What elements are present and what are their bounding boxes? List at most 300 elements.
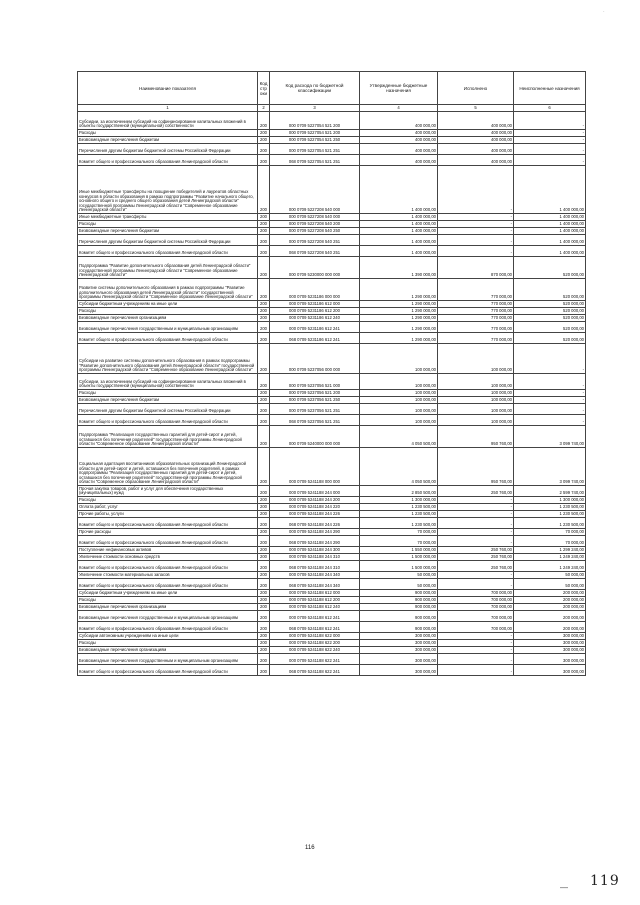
table-row (78, 654, 586, 665)
row-unexecuted: - (514, 144, 586, 155)
row-executed: 870 000,00 (438, 257, 514, 279)
row-indicator-name: Субсидии, за исключением субсидий на софинансирование капитальных вложений в объекты государственной (муниципальной) собственности (78, 374, 258, 390)
row-executed: - (438, 504, 514, 511)
row-indicator-name: Субсидии автономным учреждениям на иные цели (78, 633, 258, 640)
column-number: 5 (438, 105, 514, 112)
row-executed: 770 000,00 (438, 301, 514, 308)
row-executed: - (438, 221, 514, 228)
row-indicator-name: Расходы (78, 640, 258, 647)
row-unexecuted: 1 230 500,00 (514, 518, 586, 529)
row-approved: 1 300 000,00 (360, 497, 438, 504)
row-indicator-name: Комитет общего и профессионального образования Ленинградской области (78, 518, 258, 529)
row-unexecuted: 520 000,00 (514, 257, 586, 279)
row-indicator-name: Комитет общего и профессионального образования Ленинградской области (78, 579, 258, 590)
row-line-code: 200 (258, 155, 270, 166)
row-unexecuted: 520 000,00 (514, 333, 586, 344)
row-indicator-name: Перечисления другим бюджетам бюджетной системы Российской Федерации (78, 144, 258, 155)
table-row (78, 536, 586, 547)
row-approved: 1 290 000,00 (360, 279, 438, 301)
row-budget-code: 000 0709 5237056 521 250 (270, 397, 360, 404)
row-budget-code: 068 0709 5241188 622 241 (270, 665, 360, 676)
table-row (78, 344, 586, 374)
row-budget-code: 000 0709 5237056 000 000 (270, 344, 360, 374)
row-indicator-name: Прочие работы, услуги (78, 511, 258, 518)
row-executed: - (438, 640, 514, 647)
column-number: 6 (514, 105, 586, 112)
row-executed: - (438, 647, 514, 654)
row-executed: - (438, 214, 514, 221)
row-approved: 400 000,00 (360, 130, 438, 137)
row-indicator-name: Иные межбюджетные трансферты (78, 214, 258, 221)
row-unexecuted: 520 000,00 (514, 322, 586, 333)
header-unexecuted: Неисполненные назначения (514, 72, 586, 105)
row-budget-code: 000 0709 5230000 000 000 (270, 257, 360, 279)
row-executed: 400 000,00 (438, 137, 514, 144)
row-indicator-name: Развитие системы дополнительного образования в рамках подпрограммы "Развитие дополнительного образования детей Ленинградской области" государственной программы Ленинградской области "Современное образование Ленинградской области" (78, 279, 258, 301)
row-unexecuted: 520 000,00 (514, 315, 586, 322)
row-budget-code: 000 0709 5241188 622 240 (270, 647, 360, 654)
row-unexecuted: 300 000,00 (514, 654, 586, 665)
row-executed: - (438, 228, 514, 235)
row-line-code: 200 (258, 511, 270, 518)
row-line-code: 200 (258, 301, 270, 308)
table-row (78, 665, 586, 676)
table-row (78, 404, 586, 415)
table-row (78, 640, 586, 647)
row-approved: 400 000,00 (360, 155, 438, 166)
handwritten-page-number: 119 (590, 873, 620, 889)
table-row (78, 301, 586, 308)
row-executed: 100 000,00 (438, 404, 514, 415)
row-indicator-name: Подпрограмма "Развитие дополнительного образования детей Ленинградской области" государственной программы Ленинградской области "Современное образование Ленинградской области" (78, 257, 258, 279)
row-line-code: 200 (258, 597, 270, 604)
row-indicator-name: Субсидии на развитие системы дополнительного образования в рамках подпрограммы "Развитие дополнительного образования детей Ленинградской области" государственной программы Ленинградской области "Современное образование Ленинградской области" (78, 344, 258, 374)
header-budget-code: Код расхода по бюджетной классификации (270, 72, 360, 105)
row-line-code: 200 (258, 611, 270, 622)
row-approved: 300 000,00 (360, 640, 438, 647)
table-row (78, 497, 586, 504)
row-unexecuted: 200 000,00 (514, 622, 586, 633)
table-row (78, 397, 586, 404)
row-indicator-name: Безвозмездные перечисления организациям (78, 647, 258, 654)
table-row (78, 554, 586, 561)
row-executed: 700 000,00 (438, 604, 514, 611)
row-approved: 70 000,00 (360, 529, 438, 536)
row-approved: 1 400 000,00 (360, 221, 438, 228)
row-executed: 770 000,00 (438, 315, 514, 322)
row-indicator-name: Комитет общего и профессионального образования Ленинградской области (78, 246, 258, 257)
table-row (78, 572, 586, 579)
row-line-code: 200 (258, 622, 270, 633)
row-line-code: 200 (258, 529, 270, 536)
table-row (78, 228, 586, 235)
table-row (78, 374, 586, 390)
row-indicator-name: Комитет общего и профессионального образования Ленинградской области (78, 561, 258, 572)
row-line-code: 200 (258, 665, 270, 676)
row-approved: 100 000,00 (360, 390, 438, 397)
row-executed: 250 760,00 (438, 561, 514, 572)
row-budget-code: 000 0709 5227208 540 250 (270, 228, 360, 235)
row-line-code: 200 (258, 426, 270, 448)
row-indicator-name: Безвозмездные перечисления организациям (78, 315, 258, 322)
header-line-code: Код строки (258, 72, 270, 105)
row-line-code: 200 (258, 518, 270, 529)
table-row (78, 647, 586, 654)
table-row (78, 130, 586, 137)
row-executed: - (438, 511, 514, 518)
row-budget-code: 000 0709 5237056 521 000 (270, 374, 360, 390)
row-line-code: 200 (258, 590, 270, 597)
column-number: 3 (270, 105, 360, 112)
table-row (78, 257, 586, 279)
row-budget-code: 000 0709 5241188 244 310 (270, 554, 360, 561)
row-line-code: 200 (258, 390, 270, 397)
header-approved: Утвержденные бюджетные назначения (360, 72, 438, 105)
row-indicator-name: Безвозмездные перечисления государственным и муниципальным организациям (78, 322, 258, 333)
row-line-code: 200 (258, 315, 270, 322)
row-unexecuted: 70 000,00 (514, 536, 586, 547)
row-executed: 770 000,00 (438, 308, 514, 315)
row-approved: 400 000,00 (360, 112, 438, 130)
row-indicator-name: Безвозмездные перечисления бюджетам (78, 228, 258, 235)
row-unexecuted: 300 000,00 (514, 640, 586, 647)
row-budget-code: 000 0709 5241188 612 240 (270, 604, 360, 611)
column-number: 4 (360, 105, 438, 112)
row-indicator-name: Расходы (78, 390, 258, 397)
row-approved: 2 850 500,00 (360, 486, 438, 497)
row-approved: 1 230 500,00 (360, 511, 438, 518)
row-budget-code: 068 0709 5241188 244 290 (270, 536, 360, 547)
table-row (78, 486, 586, 497)
row-executed: 250 760,00 (438, 554, 514, 561)
row-approved: 1 290 000,00 (360, 308, 438, 315)
header-executed: Исполнено (438, 72, 514, 105)
row-executed: 100 000,00 (438, 397, 514, 404)
row-budget-code: 000 0709 5241188 244 000 (270, 486, 360, 497)
row-line-code: 200 (258, 604, 270, 611)
row-budget-code: 000 0709 5227054 521 200 (270, 112, 360, 130)
row-budget-code: 068 0709 5241188 244 226 (270, 518, 360, 529)
row-line-code: 200 (258, 547, 270, 554)
row-unexecuted: 1 400 000,00 (514, 214, 586, 221)
row-budget-code: 000 0709 5227208 540 200 (270, 221, 360, 228)
table-row (78, 633, 586, 640)
row-budget-code: 000 0709 5227054 521 200 (270, 130, 360, 137)
row-line-code: 200 (258, 257, 270, 279)
row-budget-code: 000 0709 5227054 521 250 (270, 137, 360, 144)
row-unexecuted: 200 000,00 (514, 604, 586, 611)
row-unexecuted: - (514, 404, 586, 415)
row-unexecuted: 1 249 240,00 (514, 554, 586, 561)
row-line-code: 200 (258, 235, 270, 246)
table-row (78, 611, 586, 622)
table-row (78, 448, 586, 486)
row-line-code: 200 (258, 333, 270, 344)
row-approved: 100 000,00 (360, 344, 438, 374)
row-unexecuted: 1 400 000,00 (514, 235, 586, 246)
row-unexecuted: - (514, 397, 586, 404)
row-line-code: 200 (258, 137, 270, 144)
row-line-code: 200 (258, 221, 270, 228)
scan-speck: · (603, 9, 605, 15)
row-approved: 1 290 000,00 (360, 333, 438, 344)
row-line-code: 200 (258, 633, 270, 640)
row-budget-code: 000 0709 5241188 244 300 (270, 547, 360, 554)
row-budget-code: 068 0709 5227208 540 251 (270, 246, 360, 257)
table-row (78, 511, 586, 518)
table-header-row (78, 72, 586, 105)
row-unexecuted: 3 099 740,00 (514, 448, 586, 486)
row-unexecuted: 2 599 740,00 (514, 486, 586, 497)
row-budget-code: 000 0709 5231186 612 240 (270, 315, 360, 322)
row-indicator-name: Прочая закупка товаров, работ и услуг для обеспечения государственных (муниципальных) нужд (78, 486, 258, 497)
table-row (78, 518, 586, 529)
row-approved: 300 000,00 (360, 633, 438, 640)
row-unexecuted: 200 000,00 (514, 597, 586, 604)
row-unexecuted: - (514, 344, 586, 374)
row-indicator-name: Перечисления другим бюджетам бюджетной системы Российской Федерации (78, 404, 258, 415)
row-indicator-name: Комитет общего и профессионального образования Ленинградской области (78, 622, 258, 633)
row-line-code: 200 (258, 579, 270, 590)
row-approved: 50 000,00 (360, 572, 438, 579)
row-approved: 1 230 500,00 (360, 518, 438, 529)
row-executed: 400 000,00 (438, 155, 514, 166)
row-line-code: 200 (258, 308, 270, 315)
table-row (78, 604, 586, 611)
row-indicator-name: Безвозмездные перечисления бюджетам (78, 137, 258, 144)
row-executed: - (438, 246, 514, 257)
row-indicator-name: Социальная адаптация воспитанников образовательных организаций Ленинградской области для детей-сирот и детей, оставшихся без попечения родителей, в рамках подпрограммы "Реализация государственных гарантий для детей-сирот и детей, оставшихся без попечения родителей" государственной программы Ленинградской области "Современное образование Ленинградской области" (78, 448, 258, 486)
row-indicator-name: Комитет общего и профессионального образования Ленинградской области (78, 155, 258, 166)
row-approved: 900 000,00 (360, 597, 438, 604)
table-row (78, 221, 586, 228)
row-approved: 70 000,00 (360, 536, 438, 547)
row-budget-code: 000 0709 5241188 244 220 (270, 504, 360, 511)
row-indicator-name: Комитет общего и профессионального образования Ленинградской области (78, 536, 258, 547)
report-table (77, 71, 586, 676)
row-budget-code: 000 0709 5241188 612 241 (270, 611, 360, 622)
table-row (78, 529, 586, 536)
row-unexecuted: 1 400 000,00 (514, 228, 586, 235)
row-executed: 950 760,00 (438, 426, 514, 448)
row-budget-code: 068 0709 5227054 521 251 (270, 155, 360, 166)
row-indicator-name: Комитет общего и профессионального образования Ленинградской области (78, 665, 258, 676)
row-line-code: 200 (258, 322, 270, 333)
row-budget-code: 068 0709 5241188 612 241 (270, 622, 360, 633)
row-approved: 1 230 500,00 (360, 504, 438, 511)
row-unexecuted: 300 000,00 (514, 647, 586, 654)
table-row (78, 415, 586, 426)
row-unexecuted: 1 400 000,00 (514, 246, 586, 257)
row-approved: 100 000,00 (360, 374, 438, 390)
row-line-code: 200 (258, 166, 270, 214)
row-unexecuted: 1 300 000,00 (514, 497, 586, 504)
row-executed: - (438, 654, 514, 665)
row-unexecuted: - (514, 390, 586, 397)
row-indicator-name: Комитет общего и профессионального образования Ленинградской области (78, 333, 258, 344)
row-line-code: 200 (258, 228, 270, 235)
row-indicator-name: Иные межбюджетные трансферты на поощрение победителей и лауреатов областных конкурсов в области образования в рамках подпрограммы "Развитие начального общего, основного общего и среднего общего образования детей Ленинградской области" государственной программы Ленинградской области "Современное образование Ленинградской области" (78, 166, 258, 214)
row-indicator-name: Перечисления другим бюджетам бюджетной системы Российской Федерации (78, 235, 258, 246)
table-row (78, 333, 586, 344)
row-approved: 1 550 000,00 (360, 547, 438, 554)
row-approved: 4 050 500,00 (360, 448, 438, 486)
row-approved: 1 500 000,00 (360, 561, 438, 572)
row-budget-code: 000 0709 5240000 000 000 (270, 426, 360, 448)
row-indicator-name: Субсидии, за исключением субсидий на софинансирование капитальных вложений в объекты государственной (муниципальной) собственности (78, 112, 258, 130)
row-indicator-name: Комитет общего и профессионального образования Ленинградской области (78, 415, 258, 426)
row-indicator-name: Безвозмездные перечисления бюджетам (78, 397, 258, 404)
row-executed: 770 000,00 (438, 279, 514, 301)
row-unexecuted: 520 000,00 (514, 308, 586, 315)
row-indicator-name: Увеличение стоимости основных средств (78, 554, 258, 561)
row-indicator-name: Подпрограмма "Реализация государственных гарантий для детей-сирот и детей, оставшихся без попечения родителей" государственной программы Ленинградской области "Современное образование Ленинградской области" (78, 426, 258, 448)
row-budget-code: 000 0709 5237056 521 200 (270, 390, 360, 397)
row-budget-code: 000 0709 5231186 000 000 (270, 279, 360, 301)
table-row (78, 590, 586, 597)
row-unexecuted: 200 000,00 (514, 611, 586, 622)
row-line-code: 200 (258, 448, 270, 486)
column-number-row (78, 105, 586, 112)
table-row (78, 137, 586, 144)
row-approved: 1 400 000,00 (360, 235, 438, 246)
table-row (78, 561, 586, 572)
row-indicator-name: Прочие расходы (78, 529, 258, 536)
row-indicator-name: Расходы (78, 130, 258, 137)
row-line-code: 200 (258, 554, 270, 561)
row-approved: 1 500 000,00 (360, 554, 438, 561)
row-unexecuted: 50 000,00 (514, 579, 586, 590)
header-indicator-name: Наименование показателя (78, 72, 258, 105)
row-executed: 400 000,00 (438, 112, 514, 130)
row-line-code: 200 (258, 561, 270, 572)
row-line-code: 200 (258, 130, 270, 137)
table-row (78, 390, 586, 397)
row-line-code: 200 (258, 279, 270, 301)
row-executed: - (438, 579, 514, 590)
table-row (78, 279, 586, 301)
row-approved: 1 400 000,00 (360, 246, 438, 257)
row-indicator-name: Безвозмездные перечисления государственным и муниципальным организациям (78, 654, 258, 665)
table-row (78, 155, 586, 166)
table-row (78, 214, 586, 221)
row-unexecuted: 50 000,00 (514, 572, 586, 579)
table-row (78, 579, 586, 590)
row-budget-code: 000 0709 5227208 540 000 (270, 166, 360, 214)
row-line-code: 200 (258, 374, 270, 390)
row-approved: 900 000,00 (360, 622, 438, 633)
row-budget-code: 000 0709 5241188 244 200 (270, 497, 360, 504)
table-row (78, 166, 586, 214)
row-budget-code: 068 0709 5241188 244 340 (270, 579, 360, 590)
row-line-code: 200 (258, 654, 270, 665)
table-row (78, 597, 586, 604)
table-row (78, 308, 586, 315)
row-line-code: 200 (258, 397, 270, 404)
row-budget-code: 000 0709 5241188 622 000 (270, 633, 360, 640)
row-approved: 1 400 000,00 (360, 228, 438, 235)
row-approved: 1 290 000,00 (360, 301, 438, 308)
row-budget-code: 068 0709 5237056 521 251 (270, 415, 360, 426)
row-executed: - (438, 665, 514, 676)
row-executed: 400 000,00 (438, 130, 514, 137)
row-budget-code: 068 0709 5241188 244 310 (270, 561, 360, 572)
row-approved: 900 000,00 (360, 611, 438, 622)
row-unexecuted: - (514, 112, 586, 130)
row-unexecuted: 70 000,00 (514, 529, 586, 536)
row-line-code: 200 (258, 497, 270, 504)
row-approved: 900 000,00 (360, 604, 438, 611)
row-executed: - (438, 166, 514, 214)
row-executed: 770 000,00 (438, 322, 514, 333)
row-unexecuted: 1 230 500,00 (514, 511, 586, 518)
page-number: 116 (305, 845, 315, 851)
row-executed: 700 000,00 (438, 597, 514, 604)
row-executed: - (438, 518, 514, 529)
row-executed: 100 000,00 (438, 374, 514, 390)
row-indicator-name: Расходы (78, 221, 258, 228)
table-row (78, 315, 586, 322)
row-line-code: 200 (258, 344, 270, 374)
row-line-code: 200 (258, 536, 270, 547)
table-row (78, 426, 586, 448)
row-approved: 300 000,00 (360, 654, 438, 665)
row-approved: 900 000,00 (360, 590, 438, 597)
row-unexecuted: 300 000,00 (514, 665, 586, 676)
row-approved: 50 000,00 (360, 579, 438, 590)
row-executed: - (438, 529, 514, 536)
row-executed: 100 000,00 (438, 415, 514, 426)
row-unexecuted: 1 400 000,00 (514, 221, 586, 228)
row-line-code: 200 (258, 112, 270, 130)
row-approved: 100 000,00 (360, 397, 438, 404)
row-unexecuted: - (514, 374, 586, 390)
row-budget-code: 000 0709 5241188 622 200 (270, 640, 360, 647)
row-approved: 1 290 000,00 (360, 315, 438, 322)
row-budget-code: 000 0709 5227208 540 251 (270, 235, 360, 246)
row-approved: 300 000,00 (360, 647, 438, 654)
table-row (78, 622, 586, 633)
row-executed: - (438, 497, 514, 504)
row-budget-code: 000 0709 5241188 244 340 (270, 572, 360, 579)
row-line-code: 200 (258, 640, 270, 647)
table-row (78, 235, 586, 246)
row-budget-code: 000 0709 5237056 521 251 (270, 404, 360, 415)
row-indicator-name: Субсидии бюджетным учреждениям на иные цели (78, 301, 258, 308)
row-budget-code: 000 0709 5241188 612 000 (270, 590, 360, 597)
row-line-code: 200 (258, 572, 270, 579)
row-indicator-name: Безвозмездные перечисления государственным и муниципальным организациям (78, 611, 258, 622)
row-line-code: 200 (258, 504, 270, 511)
row-budget-code: 000 0709 5227208 540 000 (270, 214, 360, 221)
row-budget-code: 068 0709 5231186 612 241 (270, 333, 360, 344)
row-approved: 100 000,00 (360, 404, 438, 415)
table-row (78, 144, 586, 155)
row-budget-code: 000 0709 5241188 244 226 (270, 511, 360, 518)
row-unexecuted: - (514, 155, 586, 166)
row-executed: 700 000,00 (438, 611, 514, 622)
row-unexecuted: 3 099 740,00 (514, 426, 586, 448)
row-budget-code: 000 0709 5241188 000 000 (270, 448, 360, 486)
row-budget-code: 000 0709 5241188 244 290 (270, 529, 360, 536)
row-budget-code: 000 0709 5231186 612 241 (270, 322, 360, 333)
row-unexecuted: 1 400 000,00 (514, 166, 586, 214)
column-number: 2 (258, 105, 270, 112)
row-executed: - (438, 633, 514, 640)
row-approved: 1 400 000,00 (360, 214, 438, 221)
row-budget-code: 000 0709 5231186 612 200 (270, 308, 360, 315)
row-budget-code: 000 0709 5241188 612 200 (270, 597, 360, 604)
